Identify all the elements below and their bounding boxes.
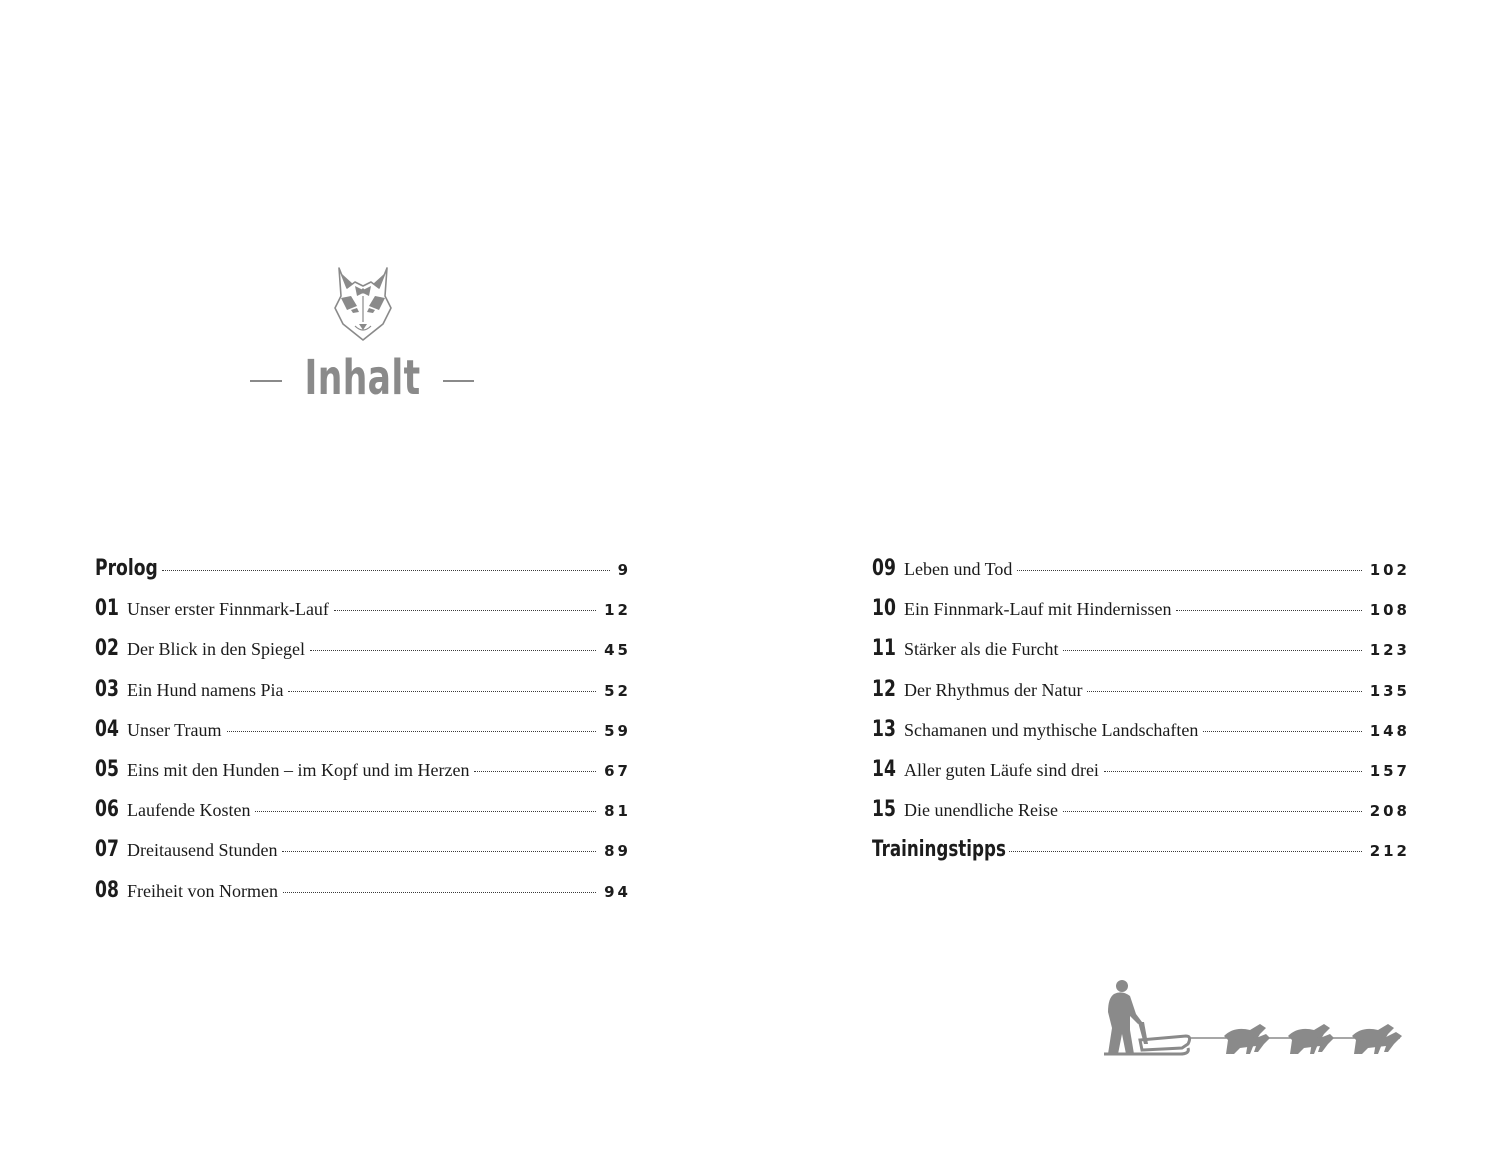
wolf-head-icon	[333, 266, 393, 342]
dot-leader	[282, 851, 596, 852]
toc-entry[interactable]	[95, 837, 631, 877]
chapter-number: 07	[95, 837, 119, 863]
dot-leader	[1203, 731, 1361, 732]
chapter-number: 06	[95, 797, 119, 823]
dot-leader	[162, 570, 610, 571]
toc-entry-title: Der Rhythmus der Natur	[904, 679, 1083, 700]
toc-page-number: 208	[1369, 802, 1410, 821]
toc-title-block	[250, 346, 474, 410]
toc-page-number: 212	[1369, 842, 1410, 861]
toc-entry-title: Ein Finnmark-Lauf mit Hindernissen	[904, 599, 1172, 620]
toc-entry-title: Laufende Kosten	[127, 800, 251, 821]
toc-entry-title: Trainingstipps	[872, 837, 1006, 863]
dot-leader	[255, 811, 596, 812]
title-rule-left	[250, 380, 282, 382]
toc-page-number: 81	[604, 802, 631, 821]
dot-leader	[1087, 691, 1361, 692]
toc-entry-title: Aller guten Läufe sind drei	[904, 759, 1099, 780]
dot-leader	[334, 610, 596, 611]
dot-leader	[1009, 851, 1362, 852]
chapter-number: 01	[95, 596, 119, 622]
toc-entry-title: Unser Traum	[127, 719, 222, 740]
dot-leader	[1176, 610, 1361, 611]
dot-leader	[283, 892, 596, 893]
toc-entry-title: Schamanen und mythische Landschaften	[904, 719, 1199, 740]
toc-page-number: 148	[1369, 721, 1410, 740]
toc-entry-title: Der Blick in den Spiegel	[127, 639, 305, 660]
dot-leader	[227, 731, 597, 732]
toc-page-number: 123	[1369, 641, 1410, 660]
toc-page-number: 102	[1369, 561, 1410, 579]
toc-entry[interactable]	[95, 677, 631, 717]
dot-leader	[310, 650, 596, 651]
toc-entry[interactable]	[95, 596, 631, 636]
toc-entry[interactable]	[872, 636, 1410, 676]
dot-leader	[1063, 811, 1362, 812]
toc-entry[interactable]	[872, 717, 1410, 757]
toc-page-number: 94	[604, 882, 631, 901]
title-rule-right	[443, 380, 475, 382]
toc-entry-title: Stärker als die Furcht	[904, 639, 1059, 660]
toc-entry[interactable]	[95, 878, 631, 918]
toc-entry[interactable]	[95, 717, 631, 757]
chapter-number: 05	[95, 756, 119, 782]
chapter-number: 03	[95, 676, 119, 702]
toc-entry[interactable]	[95, 797, 631, 837]
toc-entry[interactable]	[95, 636, 631, 676]
chapter-number: 09	[872, 556, 896, 581]
dot-leader	[288, 691, 596, 692]
toc-entry-title: Dreitausend Stunden	[127, 840, 278, 861]
toc-page-number: 9	[617, 561, 631, 579]
toc-column-right	[872, 556, 1410, 878]
toc-entry[interactable]	[872, 556, 1410, 596]
toc-entry-title: Die unendliche Reise	[904, 800, 1058, 821]
toc-page-number: 59	[604, 721, 631, 740]
chapter-number: 08	[95, 877, 119, 903]
toc-entry-title: Ein Hund namens Pia	[127, 679, 284, 700]
toc-entry[interactable]	[872, 596, 1410, 636]
toc-entry-title: Prolog	[95, 556, 158, 581]
toc-page-number: 157	[1369, 761, 1410, 780]
dot-leader	[1104, 771, 1362, 772]
toc-page-number: 89	[604, 842, 631, 861]
toc-entry-trainingstipps[interactable]	[872, 837, 1410, 877]
chapter-number: 02	[95, 636, 119, 662]
toc-entry[interactable]	[872, 677, 1410, 717]
dot-leader	[1017, 570, 1361, 571]
chapter-number: 15	[872, 797, 896, 823]
chapter-number: 11	[872, 636, 896, 662]
toc-page-number: 52	[604, 681, 631, 700]
toc-page-number: 108	[1369, 601, 1410, 620]
chapter-number: 13	[872, 716, 896, 742]
toc-column-left	[95, 556, 631, 918]
chapter-number: 04	[95, 716, 119, 742]
toc-page-number: 45	[604, 641, 631, 660]
dot-leader	[474, 771, 596, 772]
toc-page-number: 135	[1369, 681, 1410, 700]
toc-page-number: 12	[604, 601, 631, 620]
toc-entry-title: Unser erster Finnmark-Lauf	[127, 599, 329, 620]
dot-leader	[1063, 650, 1361, 651]
toc-entry[interactable]	[872, 757, 1410, 797]
chapter-number: 14	[872, 756, 896, 782]
toc-entry-title: Eins mit den Hunden – im Kopf und im Herzen	[127, 759, 470, 780]
page-title: Inhalt	[304, 350, 420, 406]
toc-entry[interactable]	[872, 797, 1410, 837]
dog-sled-team-icon	[1100, 978, 1412, 1060]
toc-entry-title: Freiheit von Normen	[127, 880, 278, 901]
toc-entry[interactable]	[95, 757, 631, 797]
toc-entry-prolog[interactable]	[95, 556, 631, 596]
chapter-number: 10	[872, 596, 896, 622]
chapter-number: 12	[872, 676, 896, 702]
toc-entry-title: Leben und Tod	[904, 559, 1013, 579]
toc-page-number: 67	[604, 761, 631, 780]
